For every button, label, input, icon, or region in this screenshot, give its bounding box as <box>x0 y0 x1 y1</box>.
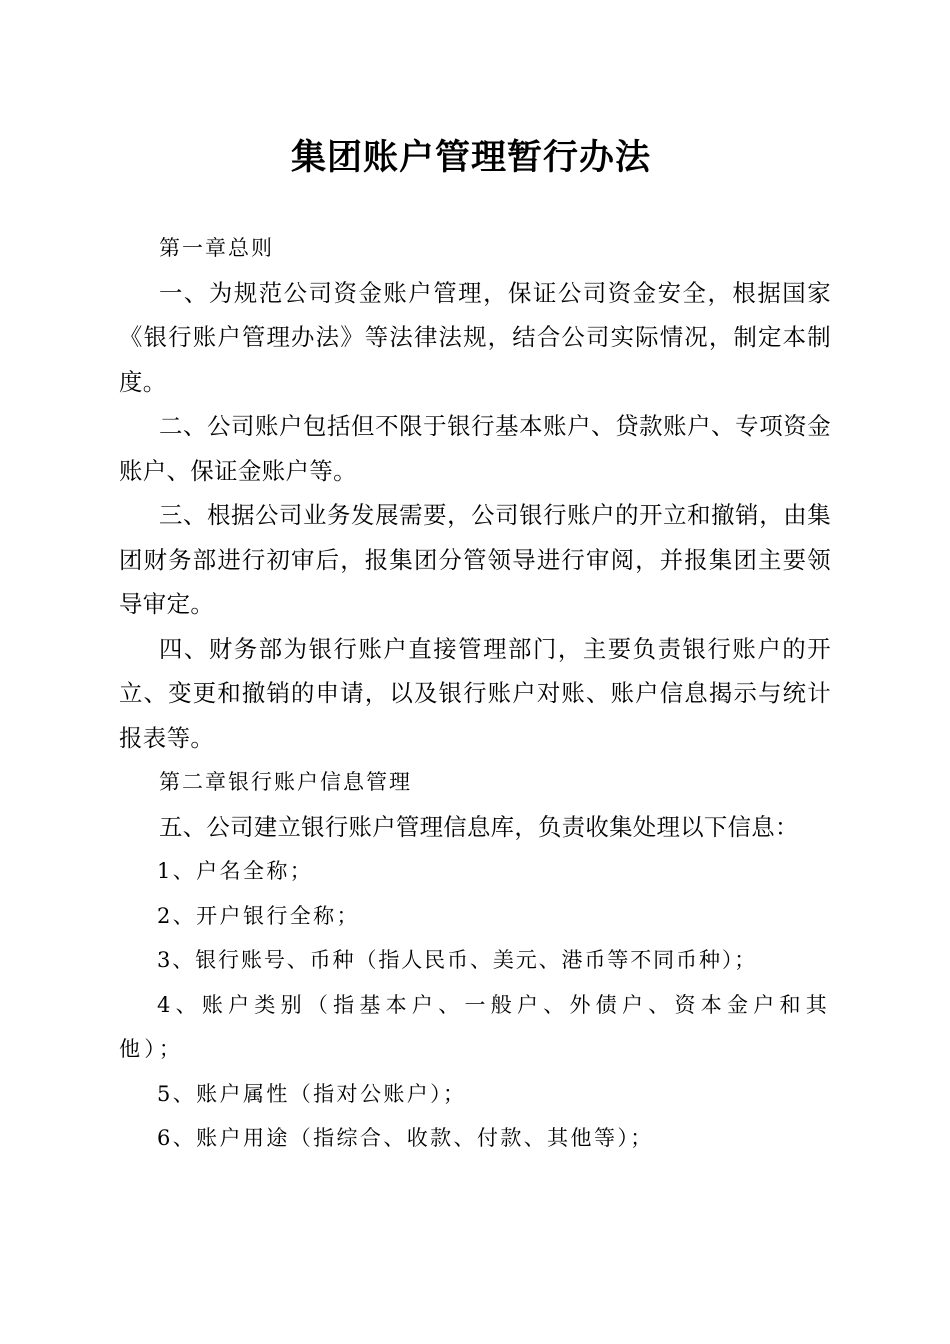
paragraph-3: 三、根据公司业务发展需要，公司银行账户的开立和撤销，由集团财务部进行初审后，报集团分管领导进行审阅，并报集团主要领导审定。 <box>119 501 831 618</box>
paragraph-2: 二、公司账户包括但不限于银行基本账户、贷款账户、专项资金账户、保证金账户等。 <box>119 412 831 485</box>
list-item: 6、账户用途（指综合、收款、付款、其他等）； <box>157 1126 654 1150</box>
chapter-heading-bank-account-info: 第二章银行账户信息管理 <box>159 770 412 794</box>
list-item: 3、银行账号、币种（指人民币、美元、港币等不同币种）； <box>157 948 758 972</box>
paragraph-5: 五、公司建立银行账户管理信息库，负责收集处理以下信息： <box>159 812 799 841</box>
list-item: 5、账户属性（指对公账户）； <box>157 1081 467 1106</box>
document-title: 集团账户管理暂行办法 <box>290 137 651 178</box>
chapter-heading-general: 第一章总则 <box>159 236 274 260</box>
list-item: 4、账户类别（指基本户、一般户、外债户、资本金户和其他）； <box>119 992 831 1061</box>
paragraph-4: 四、财务部为银行账户直接管理部门，主要负责银行账户的开立、变更和撤销的申请，以及银行账户对账、账户信息揭示与统计报表等。 <box>119 634 831 752</box>
list-item: 2、开户银行全称； <box>157 903 360 928</box>
paragraph-1: 一、为规范公司资金账户管理，保证公司资金安全，根据国家《银行账户管理办法》等法律法规，结合公司实际情况，制定本制度。 <box>119 278 831 396</box>
document-body <box>119 226 831 1161</box>
list-item: 1、户名全称； <box>157 859 314 883</box>
